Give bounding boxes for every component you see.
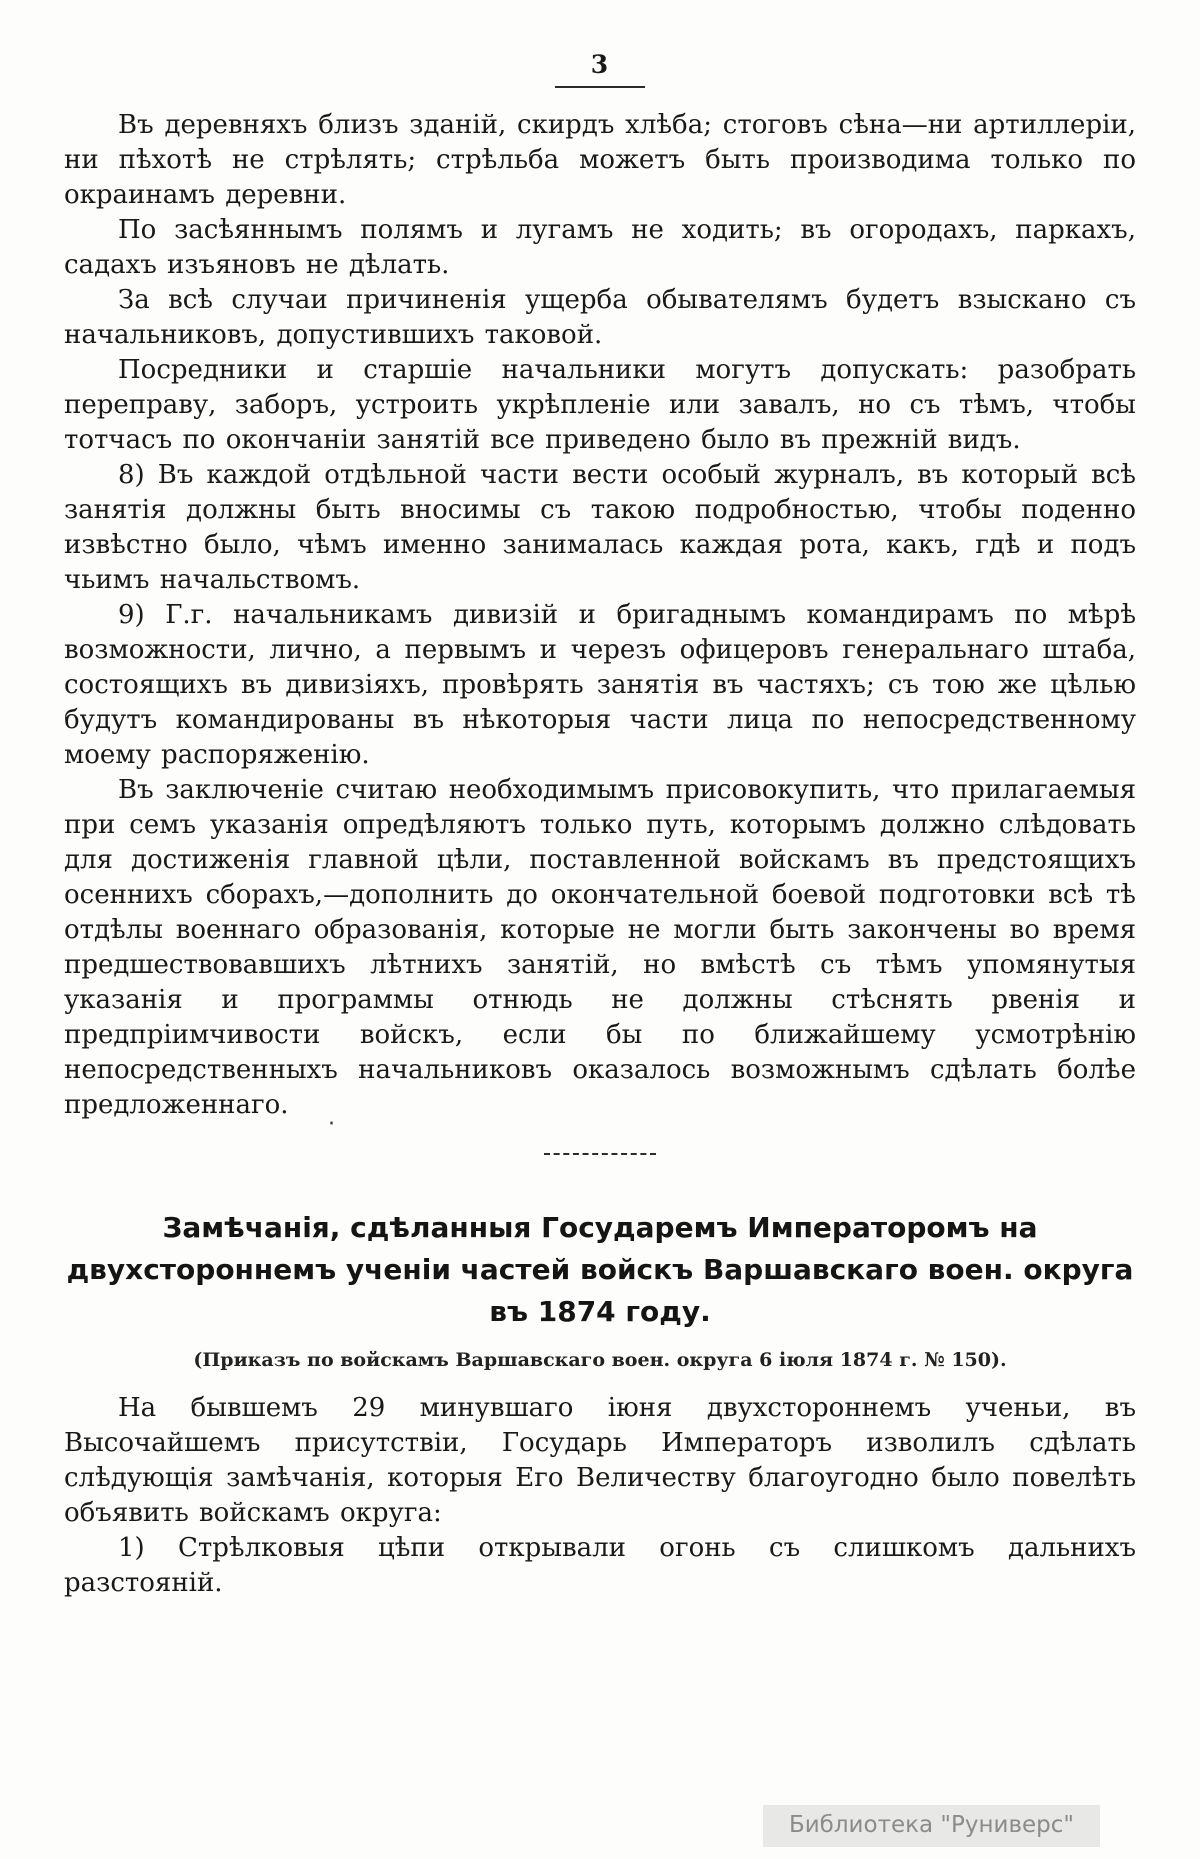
paragraph: Въ деревняхъ близъ зданій, скирдъ хлѣба; стоговъ сѣна—ни артиллеріи, ни пѣхотѣ не стрѣлять; стрѣльба можетъ быть производима только по окраинамъ деревни. <box>64 110 1136 210</box>
library-watermark: Библиотека "Руниверс" <box>763 1805 1100 1847</box>
order-text-block <box>0 108 1200 1123</box>
paragraph: Въ заключеніе считаю необходимымъ присовокупить, что прилагаемыя при семъ указанія опредѣляютъ только путь, которымъ должно слѣдовать для достиженія главной цѣли, поставленной войскамъ въ предстоящихъ осеннихъ сборахъ,—дополнить до окончательной боевой подготовки всѣ тѣ отдѣлы военнаго образованія, которые не могли быть закончены во время предшествовавшихъ лѣтнихъ занятій, но вмѣстѣ съ тѣмъ упомянутыя указанія и программы отнюдь не должны стѣснять рвенія и предпріимчивости войскъ, если бы по ближайшему усмотрѣнію непосредственныхъ начальниковъ оказалось возможнымъ сдѣлать болѣе предложеннаго. <box>64 775 1136 1120</box>
paragraph: Посредники и старшіе начальники могутъ допускать: разобрать переправу, заборъ, устроить укрѣпленіе или завалъ, но съ тѣмъ, чтобы тотчасъ по окончаніи занятій все приведено было въ прежній видъ. <box>64 355 1136 455</box>
paragraph: На бывшемъ 29 минувшаго іюня двухстороннемъ ученьи, въ Высочайшемъ присутствіи, Государь Императоръ изволилъ сдѣлать слѣдующія замѣчанія, которыя Его Величеству благоугодно было повелѣть объявить войскамъ округа: <box>64 1393 1136 1528</box>
paragraph: 1) Стрѣлковыя цѣпи открывали огонь съ слишкомъ дальнихъ разстояній. <box>64 1533 1136 1598</box>
remarks-section <box>0 1207 1200 1601</box>
page-number: 3 <box>555 50 645 88</box>
remarks-text-block <box>0 1391 1200 1601</box>
paragraph: 9) Г.г. начальникамъ дивизій и бригаднымъ командирамъ по мѣрѣ возможности, лично, а первымъ и черезъ офицеровъ генеральнаго штаба, состоящихъ въ дивизіяхъ, провѣрять занятія въ частяхъ; съ тою же цѣлью будутъ командированы въ нѣкоторыя части лица по непосредственному моему распоряженію. <box>64 600 1136 770</box>
section-subheading: (Приказъ по войскамъ Варшавскаго воен. округа 6 іюля 1874 г. № 150). <box>193 1349 1007 1371</box>
page-header <box>0 0 1200 88</box>
section-heading: Замѣчанія, сдѣланныя Государемъ Императоромъ на двухстороннемъ ученіи частей войскъ Варшавскаго воен. округа въ 1874 году. <box>66 1211 1134 1328</box>
scan-artifact: ‧ <box>328 1112 335 1137</box>
paragraph: 8) Въ каждой отдѣльной части вести особый журналъ, въ который всѣ занятія должны быть вносимы съ такою подробностью, чтобы поденно извѣстно было, чѣмъ именно занималась каждая рота, какъ, гдѣ и подъ чьимъ начальствомъ. <box>64 460 1136 595</box>
paragraph: За всѣ случаи причиненія ущерба обывателямъ будетъ взыскано съ начальниковъ, допустившихъ таковой. <box>64 285 1136 350</box>
paragraph: По засѣяннымъ полямъ и лугамъ не ходить; въ огородахъ, паркахъ, садахъ изъяновъ не дѣлать. <box>64 215 1136 280</box>
section-divider <box>544 1153 656 1155</box>
